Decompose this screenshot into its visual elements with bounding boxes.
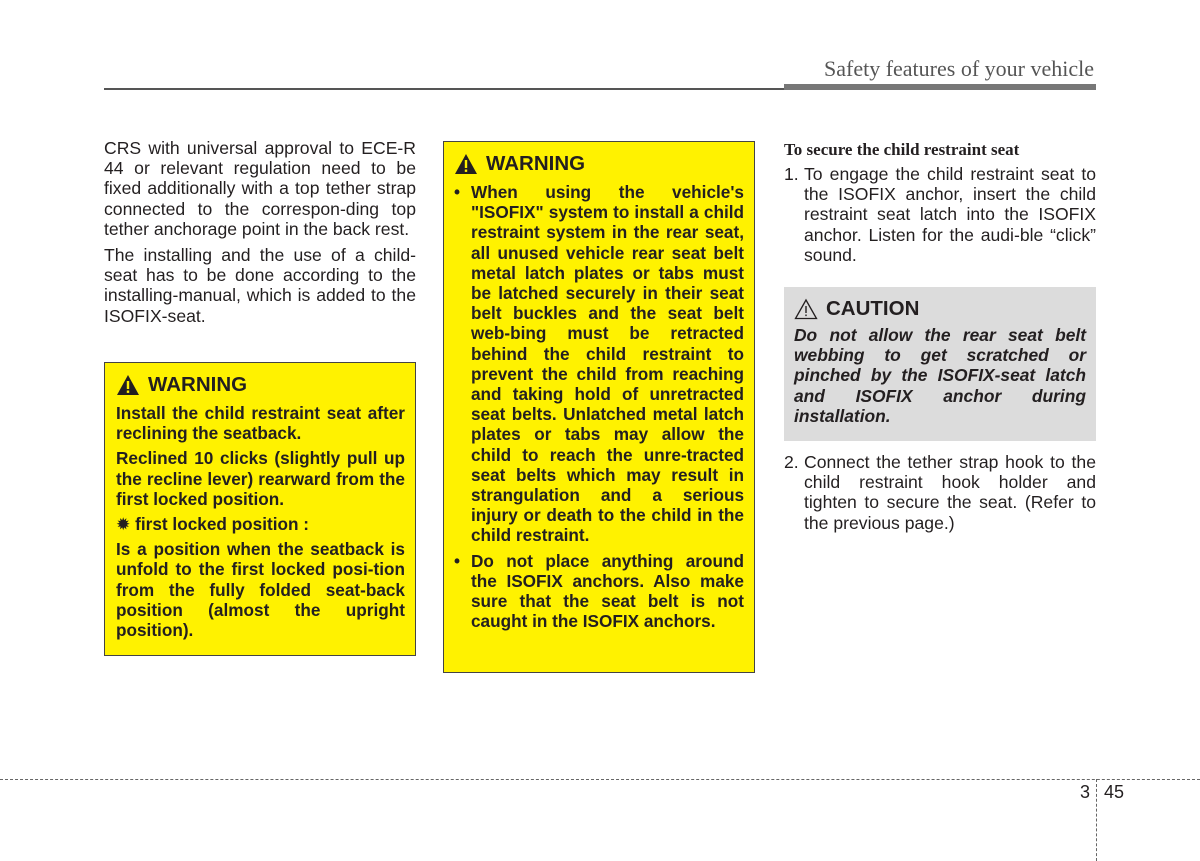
warning-list-item: • Do not place anything around the ISOFIX anchors. Also make sure that the seat belt is not caught in the ISOFIX anchors. — [454, 551, 744, 632]
section-subheading: To secure the child restraint seat — [784, 140, 1020, 159]
warning-text: Reclined 10 clicks (slightly pull up the recline lever) rearward from the first locked position. — [116, 448, 405, 509]
steps-list — [784, 164, 1096, 265]
body-paragraph: CRS with universal approval to ECE-R 44 or relevant regulation need to be fixed additionally with a top tether strap connected to the correspon-ding top tether anchorage point in the back rest. — [104, 138, 416, 239]
warning-box-reclining — [104, 362, 416, 656]
step-2-container — [784, 452, 1096, 533]
caution-box — [784, 287, 1096, 441]
warning-triangle-icon — [116, 374, 140, 396]
warning-triangle-icon — [454, 153, 478, 175]
step-text: Connect the tether strap hook to the child restraint hook holder and tighten to secure the seat. (Refer to the previous page.) — [804, 452, 1096, 533]
left-column — [104, 138, 416, 332]
footer-vertical-divider — [1096, 779, 1097, 861]
warning-text: Is a position when the seatback is unfold to the first locked posi-tion from the fully folded seat-back position (almost the upright position). — [116, 539, 405, 641]
page-number: 45 — [1104, 782, 1125, 802]
page-header-title: Safety features of your vehicle — [824, 56, 1094, 81]
footer-divider — [0, 779, 1200, 780]
body-paragraph: The installing and the use of a child-seat has to be done according to the installing-manual, which is added to the ISOFIX-seat. — [104, 245, 416, 326]
step-item — [784, 164, 1096, 265]
warning-list-item: • When using the vehicle's "ISOFIX" system to install a child restraint system in the rear seat, all unused vehicle rear seat belt metal latch plates or tabs must be latched securely in their seat belt buckles and the seat belt web-bing must be retracted behind the child restraint to prevent the child from reaching and taking hold of unretracted seat belts. Unlatched metal latch plates or tabs may allow the child to reach the unre-tracted seat belts which may result in strangulation and a serious injury or death to the child in the child restraint. — [454, 182, 744, 546]
caution-heading-text: CAUTION — [826, 297, 920, 320]
caution-text: Do not allow the rear seat belt webbing to get scratched or pinched by the ISOFIX-seat latch and ISOFIX anchor during installation. — [794, 325, 1086, 426]
step-item — [784, 452, 1096, 533]
warning-heading — [454, 152, 744, 176]
caution-heading — [794, 297, 1086, 321]
right-column — [784, 140, 1096, 265]
chapter-number: 3 — [1080, 782, 1091, 802]
warning-heading — [116, 373, 405, 397]
steps-list — [784, 452, 1096, 533]
warning-list — [454, 182, 744, 631]
warning-heading-text: WARNING — [486, 152, 586, 175]
caution-triangle-icon — [794, 298, 818, 320]
header-accent-bar — [784, 84, 1096, 90]
step-number: 2. — [784, 452, 799, 472]
step-number: 1. — [784, 164, 799, 184]
warning-text: ✹ first locked position : — [116, 514, 309, 535]
warning-box-isofix — [443, 141, 755, 673]
step-text: To engage the child restraint seat to the ISOFIX anchor, insert the child restraint seat latch into the ISOFIX anchor. Listen for the audi-ble “click” sound. — [804, 164, 1096, 265]
warning-text: Install the child restraint seat after reclining the seatback. — [116, 403, 405, 444]
warning-heading-text: WARNING — [148, 373, 248, 396]
